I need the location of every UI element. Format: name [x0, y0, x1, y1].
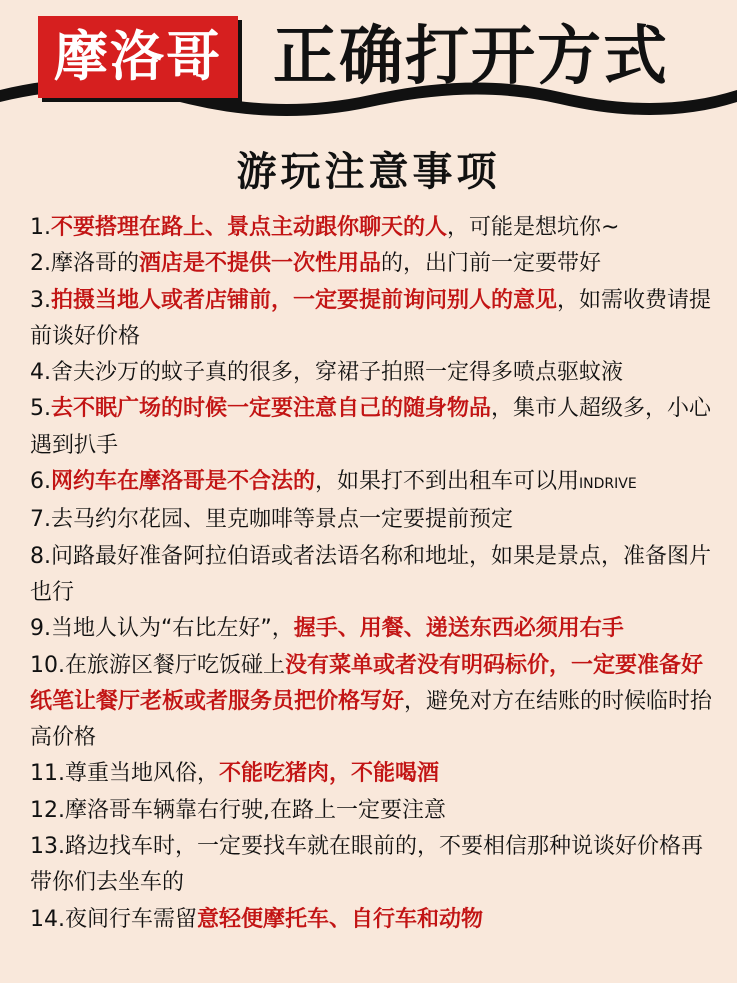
tip-item	[30, 283, 720, 356]
title-badge: 摩洛哥	[38, 16, 238, 98]
tip-item	[30, 756, 720, 792]
tip-highlight-text: 没有菜单或者没有明码标价，一定要准备好纸笔让餐厅老板或者服务员把价格写好	[30, 652, 704, 714]
tip-highlight-text: 握手、用餐、递送东西必须用右手	[293, 616, 624, 642]
tip-highlight-text: 不能吃猪肉，不能喝酒	[219, 761, 440, 787]
tip-item	[30, 246, 720, 282]
tip-text: 11.尊重当地风俗，	[30, 761, 219, 787]
tip-text: 5.	[30, 396, 51, 422]
tip-text: 7.去马约尔花园、里克咖啡等景点一定要提前预定	[30, 507, 513, 533]
tip-text: 8.问路最好准备阿拉伯语或者法语名称和地址，如果是景点，准备图片也行	[30, 543, 711, 605]
tip-highlight-text: 去不眠广场的时候一定要注意自己的随身物品	[51, 396, 492, 422]
tip-item	[30, 210, 720, 246]
tips-list	[30, 210, 720, 938]
page-title: 正确打开方式	[273, 20, 669, 94]
tip-highlight-text: 网约车在摩洛哥是不合法的	[51, 469, 316, 495]
tip-text: 的，出门前一定要带好	[381, 251, 602, 277]
tip-item	[30, 539, 720, 612]
tip-item	[30, 464, 720, 502]
tip-text: 10.在旅游区餐厅吃饭碰上	[30, 652, 285, 678]
tip-text: 9.当地人认为“右比左好”，	[30, 616, 294, 642]
tip-item	[30, 502, 720, 538]
header-banner	[0, 0, 737, 125]
tip-text: 6.	[30, 469, 51, 495]
tip-item	[30, 793, 720, 829]
tip-text: ，可能是想坑你~	[447, 215, 620, 240]
tip-item	[30, 902, 720, 938]
tip-text: ，集市人超级多，小心遇到扒手	[30, 396, 712, 458]
tip-text: 1.	[30, 215, 51, 240]
tip-item	[30, 391, 720, 464]
tip-highlight-text: 拍摄当地人或者店铺前，一定要提前询问别人的意见	[51, 287, 558, 313]
tip-text: 12.摩洛哥车辆靠右行驶,在路上一定要注意	[30, 797, 446, 823]
tip-text: 14.夜间行车需留	[30, 906, 197, 932]
tip-text: ，如果打不到出租车可以用	[315, 469, 580, 495]
tip-text: 4.舍夫沙万的蚊子真的很多，穿裙子拍照一定得多喷点驱蚊液	[30, 360, 623, 386]
section-subtitle: 游玩注意事项	[236, 149, 501, 195]
tip-text: 3.	[30, 287, 51, 313]
tip-text: INDRIVE	[579, 476, 637, 493]
tip-highlight-text: 意轻便摩托车、自行车和动物	[197, 906, 484, 932]
tip-item	[30, 611, 720, 647]
tip-highlight-text: 不要搭理在路上、景点主动跟你聊天的人	[51, 215, 448, 240]
tip-highlight-text: 酒店是不提供一次性用品	[139, 251, 382, 277]
tip-text: ，避免对方在结账的时候临时抬高价格	[30, 688, 713, 751]
tip-item	[30, 355, 720, 391]
tip-item	[30, 829, 720, 902]
tip-text: 2.摩洛哥的	[30, 251, 139, 277]
tip-text: 13.路边找车时，一定要找车就在眼前的，不要相信那种说谈好价格再带你们去坐车的	[30, 834, 703, 896]
tip-item	[30, 648, 720, 757]
tip-text: ，如需收费请提前谈好价格	[30, 287, 712, 349]
